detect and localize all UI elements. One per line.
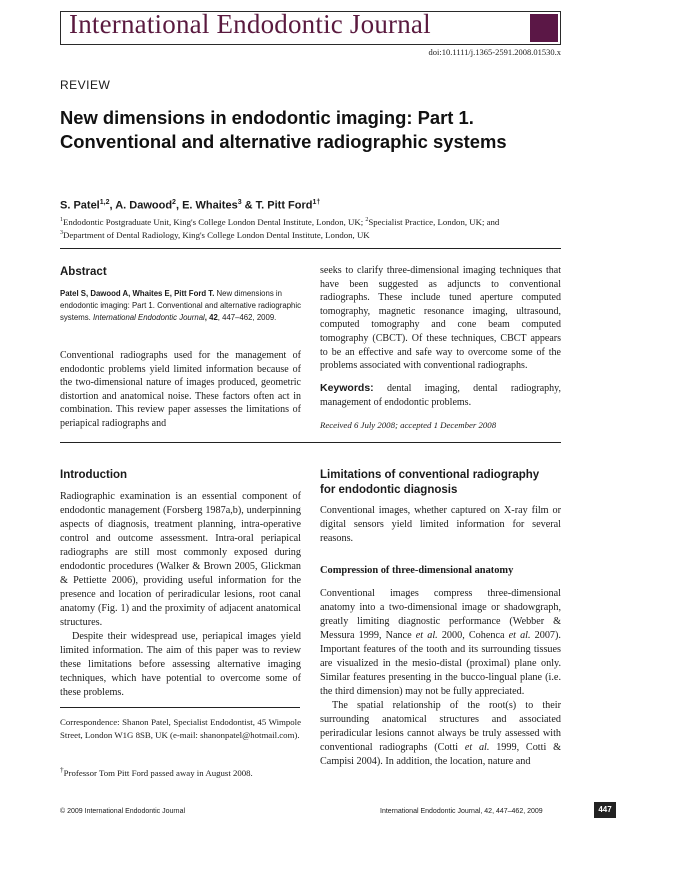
author-sup: 2 (172, 199, 176, 206)
affil-sup: 1 (60, 217, 63, 223)
footnote (60, 764, 301, 779)
journal-masthead (60, 11, 561, 45)
paragraph: Radiographic examination is an essential component of endodontic management (Forsberg 1987a,b), underpinning aspects of diagnosis, treatment planning, intra-operative control and outcome assessment. Intra-oral periapical radiographs are still most commonly exposed during endodontic procedures (Walker & Brown 2005, Glickman & Pettiette 2006), providing useful information for the presence and location of periradicular lesions, root canal anatomy (Fig. 1) and the proximity of adjacent anatomical structures. (60, 491, 301, 628)
footnote-rule (60, 707, 300, 708)
article-title (60, 106, 580, 154)
affiliation: Endodontic Postgraduate Unit, King's College London Dental Institute, London, UK; (63, 216, 366, 227)
citation-journal: International Endodontic Journal (92, 313, 205, 322)
divider (60, 442, 561, 443)
introduction-heading: Introduction (60, 469, 128, 481)
limitations-intro: Conventional images, whether captured on X-ray film or digital sensors yield limited information for several reasons. (320, 505, 561, 544)
compression-body (320, 587, 561, 769)
author-name: E. Whaites (182, 199, 238, 212)
title-line-2: Conventional and alternative radiographic systems (60, 131, 507, 152)
paragraph (320, 587, 561, 699)
citation-pages: , 447–462, 2009. (217, 313, 277, 322)
limitations-heading (320, 468, 561, 497)
author-name: S. Patel (60, 199, 100, 212)
affiliations (60, 215, 580, 242)
text-run: 2007). Important features of the tooth and its surrounding tissues are visualized in the mesio-distal (proximal) plane only. Similar features presenting in the bucco-lingual plane (i.e. the third dimension) may not be fully appreciated. (320, 630, 561, 697)
citation-title: New dimensions in endodontic imaging: Part 1. Conventional and alternative radiographic systems. (60, 289, 301, 322)
abstract-body-left: Conventional radiographs used for the management of endodontic problems yield limited information because of the two-dimensional nature of images produced, geometric distortion and anatomical noise. These factors often act in combination. This review paper assesses the limitations of periapical radiographs and (60, 350, 301, 429)
affiliation: Department of Dental Radiology, King's College London Dental Institute, London, UK (63, 230, 370, 241)
author-name: T. Pitt Ford (255, 199, 313, 212)
footnote-text: Professor Tom Pitt Ford passed away in August 2008. (63, 767, 253, 778)
author-sup: 1,2 (99, 199, 110, 206)
page-number: 447 (594, 802, 616, 818)
text-run: et al. (508, 630, 531, 641)
abstract-citation (60, 288, 301, 324)
correspondence: Correspondence: Shanon Patel, Specialist Endodontist, 45 Wimpole Street, London W1G 8SB, UK (e-mail: shanonpatel@hotmail.com). (60, 717, 301, 740)
heading-line: Limitations of conventional radiography (320, 469, 540, 481)
author-sup: 3 (237, 199, 242, 206)
paragraph: Despite their widespread use, periapical images yield limited information. The aim of this paper was to review these limitations before assessing alternative imaging techniques, which have potential to overcome some of these problems. (60, 631, 301, 698)
compression-subheading: Compression of three-dimensional anatomy (320, 565, 514, 576)
abstract-heading: Abstract (60, 266, 107, 278)
divider (60, 248, 561, 249)
abstract-body-right: seeks to clarify three-dimensional imaging techniques that have been suggested as adjuncts to conventional radiographs. These include tuned aperture computed tomography, magnetic resonance imaging, ultrasound, computed tomography and cone beam computed tomography (CBCT). Of these techniques, CBCT appears to be an effective and safe way to overcome some of the problems associated with conventional radiographs. (320, 265, 561, 372)
text-run: 1999, Cotti & Campisi 2004). In addition, the location, nature and (320, 742, 562, 767)
affil-sup: 2 (365, 217, 369, 223)
keywords-text: dental imaging, dental radiography, management of endodontic problems. (320, 383, 561, 408)
article-type: REVIEW (60, 78, 111, 92)
citation-volume: , 42 (204, 313, 218, 322)
text-run: Conventional images compress three-dimensional anatomy into a two-dimensional image or shadowgraph, greatly limiting diagnostic performance (Webber & Messura 1999, Nance (320, 588, 561, 641)
introduction-body (60, 490, 301, 700)
author-sup: 1† (312, 199, 321, 206)
footer-copyright: © 2009 International Endodontic Journal (60, 808, 186, 815)
journal-logo-block (530, 14, 558, 42)
text-run: The spatial relationship of the root(s) to their surrounding anatomical structures and associated periradicular lesions cannot always be truly assessed with conventional radiographs (Cotti (320, 700, 561, 753)
author-list: S. Patel$^{1,2}$, A. Dawood$^2$, E. Whaites$^3$ & T. Pitt Ford$^{1\dagger}$ (60, 199, 321, 212)
received-dates: Received 6 July 2008; accepted 1 December 2008 (320, 420, 497, 430)
doi: doi:10.1111/j.1365-2591.2008.01530.x (428, 47, 561, 57)
paragraph (320, 699, 561, 769)
keywords-label: Keywords: (320, 382, 374, 394)
footer-citation: International Endodontic Journal, 42, 447–462, 2009 (380, 808, 543, 815)
text-run: et al. (464, 742, 490, 753)
heading-line: for endodontic diagnosis (320, 483, 458, 496)
text-run: et al. (415, 630, 438, 641)
citation-authors: Patel S, Dawood A, Whaites E, Pitt Ford T. (60, 289, 215, 298)
affil-sup: 3 (60, 230, 63, 237)
keywords (320, 382, 561, 409)
title-line-1: New dimensions in endodontic imaging: Part 1. (60, 107, 474, 128)
journal-title: International Endodontic Journal (69, 9, 431, 39)
footnote-sup: † (60, 765, 64, 774)
author-name: A. Dawood (115, 199, 173, 212)
text-run: 2000, Cohenca (437, 630, 509, 641)
affiliation: Specialist Practice, London, UK; and (368, 216, 500, 227)
